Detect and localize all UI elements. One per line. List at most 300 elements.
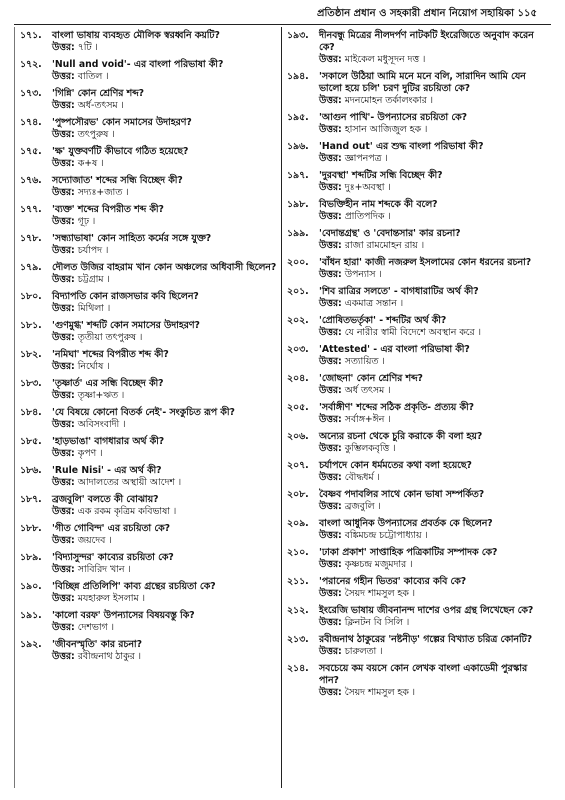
question-text: 'প্রোষিতভর্তৃকা' - শব্দটির অর্থ কী?: [319, 315, 447, 326]
question-number: ১৯৩.: [287, 30, 309, 41]
answer: [20, 129, 282, 141]
answer-label: উত্তর:: [52, 651, 75, 662]
question-number: ১৭৮.: [20, 233, 42, 244]
question-text: চর্যাপদে কোন ধর্মমতের কথা বলা হয়েছে?: [319, 460, 472, 471]
book-title: প্রতিষ্ঠান প্রধান ও সহকারী প্রধান নিয়োগ সহায়িকা: [316, 8, 515, 19]
question-number: ১৭৬.: [20, 175, 42, 186]
qa-item: [287, 460, 549, 484]
answer-text: একমাত্র সন্তান ।: [344, 298, 404, 309]
question-number: ২১২.: [287, 605, 309, 616]
question-text: 'যে বিষয়ে কোনো বিতর্ক নেই'- সংকুচিত রূপ কী?: [52, 407, 235, 418]
answer: [287, 124, 549, 136]
answer-text: চারুলতা ।: [344, 646, 383, 657]
answer-text: বাতিল ।: [77, 71, 109, 82]
qa-item: [20, 349, 282, 373]
question-number: ১৭২.: [20, 59, 42, 70]
answer-text: ৭টি ।: [77, 42, 98, 53]
question-text: 'ব্যক্ত' শব্দের বিপরীত শব্দ কী?: [52, 204, 164, 215]
answer: [20, 419, 282, 431]
question-text: 'শিব রাত্রির সলতে' - বাগধারাটির অর্থ কী?: [319, 286, 479, 297]
question-number: ১৮২.: [20, 349, 42, 360]
answer-label: উত্তর:: [319, 687, 342, 698]
answer: [287, 414, 549, 426]
answer: [287, 472, 549, 484]
qa-item: [287, 30, 549, 66]
answer-label: উত্তর:: [319, 559, 342, 570]
answer-text: কৃপণ ।: [77, 448, 103, 459]
answer: [20, 593, 282, 605]
question-text: 'গিন্নি' কোন শ্রেণির শব্দ?: [52, 88, 144, 99]
question: [287, 634, 549, 646]
answer: [287, 298, 549, 310]
question-text: 'গুণমুগ্ধ' শব্দটি কোন সমাসের উদাহরণ?: [52, 320, 200, 331]
qa-item: [287, 518, 549, 542]
answer: [287, 327, 549, 339]
question: [287, 576, 549, 588]
answer-label: উত্তর:: [52, 100, 75, 111]
answer-text: যে নারীর স্বামী বিদেশে অবস্থান করে ।: [344, 327, 481, 338]
question-text: 'ঢাকা প্রকাশ' সাপ্তাহিক পত্রিকাটির সম্পাদক কে?: [319, 547, 498, 558]
question: [20, 291, 282, 303]
question-text: বিভক্তিহীন নাম শব্দকে কী বলে?: [319, 199, 438, 210]
qa-item: [287, 257, 549, 281]
question: [20, 639, 282, 651]
qa-item: [287, 141, 549, 165]
question-number: ২০৯.: [287, 518, 309, 529]
answer-label: উত্তর:: [319, 646, 342, 657]
question: [287, 286, 549, 298]
question: [20, 262, 282, 274]
qa-item: [287, 547, 549, 571]
qa-item: [287, 634, 549, 658]
answer-text: অবিসংবাদী ।: [77, 419, 126, 430]
question-text: 'Null and void'- এর বাংলা পরিভাষা কী?: [52, 59, 224, 70]
question-text: সবচেয়ে কম বয়সে কোন লেখক বাংলা একাডেমী পুরস্কার পান?: [319, 663, 528, 686]
answer-text: তৎপুরুষ ।: [77, 129, 115, 140]
answer-text: বঙ্কিমচন্দ্র চট্টোপাধ্যায় ।: [344, 530, 428, 541]
answer-label: উত্তর:: [319, 356, 342, 367]
answer-label: উত্তর:: [52, 448, 75, 459]
question-number: ১৯৮.: [287, 199, 309, 210]
question-number: ১৭৭.: [20, 204, 42, 215]
question-number: ২০৪.: [287, 373, 309, 384]
question: [20, 465, 282, 477]
answer-label: উত্তর:: [52, 332, 75, 343]
question: [287, 315, 549, 327]
answer-label: উত্তর:: [52, 506, 75, 517]
question: [20, 407, 282, 419]
question: [20, 175, 282, 187]
answer-label: উত্তর:: [52, 593, 75, 604]
answer: [20, 42, 282, 54]
qa-item: [20, 465, 282, 489]
answer-label: উত্তর:: [319, 211, 342, 222]
answer-text: নির্ঘোষ ।: [77, 361, 110, 372]
qa-item: [20, 581, 282, 605]
qa-item: [20, 523, 282, 547]
question: [287, 71, 549, 95]
qa-item: [287, 431, 549, 455]
answer-text: অর্ধ-তৎসম ।: [77, 100, 124, 111]
answer: [287, 646, 549, 658]
answer-text: রাজা রামমোহন রায় ।: [344, 240, 425, 251]
qa-item: [20, 378, 282, 402]
answer-text: কৃষ্ণচন্দ্র মজুমদার ।: [344, 559, 413, 570]
question: [20, 204, 282, 216]
question: [287, 257, 549, 269]
answer-text: বৌদ্ধধর্ম ।: [344, 472, 380, 483]
question-number: ১৮৭.: [20, 494, 42, 505]
question-text: 'পুষ্পসৌরভ' কোন সমাসের উদাহরণ?: [52, 117, 192, 128]
answer: [20, 100, 282, 112]
qa-item: [20, 262, 282, 286]
answer-text: অর্ধ তৎসম ।: [344, 385, 391, 396]
qa-item: [287, 71, 549, 107]
answer-text: দেশভাগ ।: [77, 622, 114, 633]
question: [287, 141, 549, 153]
question-text: ইংরেজি ভাষায় জীবনানন্দ দাশের ওপর গ্রন্থ লিখেছেন কে?: [319, 605, 534, 616]
answer-text: আদালতের অস্থায়ী আদেশ ।: [77, 477, 182, 488]
answer: [20, 651, 282, 663]
answer-text: তৃতীয়া তৎপুরুষ ।: [77, 332, 143, 343]
question: [20, 378, 282, 390]
answer-label: উত্তর:: [52, 622, 75, 633]
question-text: বাংলা ভাষায় ব্যবহৃত মৌলিক স্বরধ্বনি কয়টি?: [52, 30, 220, 41]
answer-text: এক রকম কৃত্রিম কবিভাষা ।: [77, 506, 177, 517]
answer-label: উত্তর:: [319, 472, 342, 483]
answer-text: রবীন্দ্রনাথ ঠাকুর ।: [77, 651, 141, 662]
answer: [287, 269, 549, 281]
header-divider: [14, 24, 551, 25]
left-margin-rule: [14, 27, 15, 788]
question-text: 'সকালে উঠিয়া আমি মনে মনে বলি, সারাদিন আমি যেন ভালো হয়ে চলি' চরণ দুটির রচয়িতা কে?: [319, 71, 526, 94]
question-text: 'দুরবস্থা' শব্দটির সন্ধি বিচ্ছেদ কী?: [319, 170, 443, 181]
answer-label: উত্তর:: [52, 71, 75, 82]
question-text: দৌলত উজির বাহরাম খান কোন অঞ্চলের অধিবাসী ছিলেন?: [52, 262, 277, 273]
answer-text: সদ্যঃ+জাত ।: [77, 187, 129, 198]
question: [287, 199, 549, 211]
answer: [287, 559, 549, 571]
question: [287, 228, 549, 240]
qa-item: [287, 605, 549, 629]
answer-label: উত্তর:: [52, 245, 75, 256]
question-number: ১৯০.: [20, 581, 42, 592]
question: [287, 605, 549, 617]
answer-text: সত্যায়িত ।: [344, 356, 385, 367]
answer: [20, 216, 282, 228]
question-text: 'হাড়ভাঙা' বাগধারার অর্থ কী?: [52, 436, 165, 447]
question-number: ২০৭.: [287, 460, 309, 471]
question-number: ১৭৫.: [20, 146, 42, 157]
question: [20, 494, 282, 506]
answer-label: উত্তর:: [52, 42, 75, 53]
question: [287, 30, 549, 54]
question: [20, 59, 282, 71]
qa-item: [287, 286, 549, 310]
question-number: ১৯৬.: [287, 141, 309, 152]
qa-item: [20, 436, 282, 460]
qa-item: [287, 373, 549, 397]
question-text: 'ক্ষ' যুক্তবর্ণটি কীভাবে গঠিত হয়েছে?: [52, 146, 189, 157]
question-number: ১৯৭.: [287, 170, 309, 181]
answer-label: উত্তর:: [319, 240, 342, 251]
answer: [287, 54, 549, 66]
qa-item: [20, 494, 282, 518]
question-text: 'সর্বাঙ্গীণ' শব্দের সঠিক প্রকৃতি- প্রত্যয় কী?: [319, 402, 475, 413]
answer: [287, 153, 549, 165]
answer-text: চট্টগ্রাম ।: [77, 274, 110, 285]
question: [20, 30, 282, 42]
answer: [20, 622, 282, 634]
question: [287, 518, 549, 530]
question-text: বিদ্যাপতি কোন রাজসভার কবি ছিলেন?: [52, 291, 199, 302]
question-text: সদ্যোজাত' শব্দের সন্ধি বিচ্ছেদ কী?: [52, 175, 183, 186]
question-number: ১৭১.: [20, 30, 42, 41]
answer-label: উত্তর:: [319, 588, 342, 599]
answer: [20, 535, 282, 547]
question-text: ব্রজবুলি' বলতে কী বোঝায়?: [52, 494, 159, 505]
answer-label: উত্তর:: [319, 414, 342, 425]
question-number: ১৯৯.: [287, 228, 309, 239]
question-number: ২১০.: [287, 547, 309, 558]
answer: [20, 71, 282, 83]
answer-text: ব্রজবুলি ।: [344, 501, 381, 512]
answer-text: তৃষ্ণা+ঋত ।: [77, 390, 125, 401]
answer: [287, 211, 549, 223]
question-text: 'বাঁধন হারা' কাজী নজরুল ইসলামের কোন ধরনের রচনা?: [319, 257, 532, 268]
answer-label: উত্তর:: [319, 298, 342, 309]
question-text: 'তৃষ্ণার্ত' এর সন্ধি বিচ্ছেদ কী?: [52, 378, 164, 389]
answer-label: উত্তর:: [52, 477, 75, 488]
qa-item: [20, 639, 282, 663]
question: [287, 344, 549, 356]
question: [287, 402, 549, 414]
answer-label: উত্তর:: [319, 385, 342, 396]
answer-label: উত্তর:: [319, 501, 342, 512]
question-text: দীনবন্ধু মিত্রের নীলদর্পণ নাটকটি ইংরেজিতে অনুবাদ করেন কে?: [319, 30, 534, 53]
answer-text: মদনমোহন তর্কালংকার ।: [344, 95, 434, 106]
question-number: ২০৬.: [287, 431, 309, 442]
qa-item: [287, 315, 549, 339]
answer-text: গূঢ় ।: [77, 216, 96, 227]
answer-label: উত্তর:: [319, 443, 342, 454]
answer: [287, 617, 549, 629]
question: [287, 373, 549, 385]
question-number: ২১৩.: [287, 634, 309, 645]
answer-text: সর্বাঙ্গ+ঈন ।: [344, 414, 391, 425]
answer-label: উত্তর:: [52, 129, 75, 140]
answer: [20, 506, 282, 518]
answer-label: উত্তর:: [319, 182, 342, 193]
question-number: ২০০.: [287, 257, 309, 268]
answer-text: মাইকেল মধুসূদন দত্ত ।: [344, 54, 426, 65]
qa-item: [20, 175, 282, 199]
answer-text: জ্ঞাপনপত্র ।: [344, 153, 388, 164]
answer: [287, 687, 549, 699]
qa-item: [20, 204, 282, 228]
question: [287, 663, 549, 687]
answer-text: উপন্যাস ।: [344, 269, 382, 280]
answer-label: উত্তর:: [319, 153, 342, 164]
question: [287, 547, 549, 559]
answer: [287, 356, 549, 368]
answer-label: উত্তর:: [52, 390, 75, 401]
qa-item: [20, 407, 282, 431]
question-number: ১৯৫.: [287, 112, 309, 123]
answer: [287, 501, 549, 513]
qa-item: [20, 233, 282, 257]
answer: [287, 385, 549, 397]
answer: [287, 240, 549, 252]
qa-item: [20, 117, 282, 141]
question-number: ১৮৬.: [20, 465, 42, 476]
question: [20, 610, 282, 622]
answer-text: সৈয়দ শামসুল হক ।: [344, 588, 416, 599]
question: [20, 117, 282, 129]
answer-label: উত্তর:: [52, 274, 75, 285]
question-text: 'গীত গোবিন্দ' এর রচয়িতা কে?: [52, 523, 171, 534]
question: [20, 436, 282, 448]
answer-label: উত্তর:: [319, 530, 342, 541]
question: [20, 146, 282, 158]
question-number: ১৭৪.: [20, 117, 42, 128]
question-text: বাংলা আধুনিক উপন্যাসের প্রবর্তক কে ছিলেন?: [319, 518, 493, 529]
question-number: ১৮০.: [20, 291, 42, 302]
question-text: 'বিচ্ছিন্ন প্রতিলিপি' কাব্য গ্রন্থের রচয়িতা কে?: [52, 581, 216, 592]
question-text: 'সন্ধ্যাভাষা' কোন সাহিত্য কর্মের সঙ্গে যুক্ত?: [52, 233, 212, 244]
answer: [20, 448, 282, 460]
answer-label: উত্তর:: [52, 564, 75, 575]
answer-label: উত্তর:: [52, 361, 75, 372]
qa-item: [20, 88, 282, 112]
answer-text: প্রাতিপদিক ।: [344, 211, 391, 222]
question: [287, 170, 549, 182]
question-text: 'জোছনা' কোন শ্রেণির শব্দ?: [319, 373, 423, 384]
right-question-column: [287, 30, 549, 704]
question-number: ২০৫.: [287, 402, 309, 413]
qa-item: [287, 199, 549, 223]
answer-text: সৈয়দ শামসুল হক ।: [344, 687, 416, 698]
answer-label: উত্তর:: [319, 617, 342, 628]
answer-text: ক্লিনটন বি সিলি ।: [344, 617, 410, 628]
question: [20, 349, 282, 361]
question-text: 'Hand out' এর শুদ্ধ বাংলা পরিভাষা কী?: [319, 141, 484, 152]
question-number: ১৭৯.: [20, 262, 42, 273]
question-text: 'Attested' - এর বাংলা পরিভাষা কী?: [319, 344, 470, 355]
question-number: ২১১.: [287, 576, 309, 587]
qa-item: [20, 59, 282, 83]
question: [20, 88, 282, 100]
question: [20, 320, 282, 332]
answer-label: উত্তর:: [52, 158, 75, 169]
question-text: রবীন্দ্রনাথ ঠাকুরের 'নষ্টনীড়' গল্পের বিখ্যাত চরিত্র কোনটি?: [319, 634, 533, 645]
answer: [20, 564, 282, 576]
answer-text: মিথিলা ।: [77, 303, 111, 314]
question-number: ১৯৪.: [287, 71, 309, 82]
answer-label: উত্তর:: [52, 419, 75, 430]
question-number: ১৮১.: [20, 320, 42, 331]
qa-item: [287, 344, 549, 368]
qa-item: [287, 576, 549, 600]
answer: [20, 187, 282, 199]
answer-label: উত্তর:: [319, 95, 342, 106]
answer: [20, 274, 282, 286]
answer-text: কুম্ভিলকবৃত্তি ।: [344, 443, 396, 454]
answer-label: উত্তর:: [52, 535, 75, 546]
answer-label: উত্তর:: [52, 303, 75, 314]
question-text: অন্যের রচনা থেকে চুরি করাকে কী বলা হয়?: [319, 431, 483, 442]
question-number: ২০৮.: [287, 489, 309, 500]
question-number: ২০২.: [287, 315, 309, 326]
question: [20, 581, 282, 593]
answer-label: উত্তর:: [319, 269, 342, 280]
qa-item: [20, 30, 282, 54]
question-text: বৈষ্ণব পদাবলির সাথে কোন ভাষা সম্পর্কিত?: [319, 489, 485, 500]
question: [20, 523, 282, 535]
qa-item: [287, 170, 549, 194]
page-number: ১১৫: [517, 8, 537, 19]
answer: [287, 182, 549, 194]
question-number: ১৮৫.: [20, 436, 42, 447]
left-question-column: [20, 30, 282, 668]
answer: [20, 477, 282, 489]
answer: [20, 245, 282, 257]
answer-text: হাসান আজিজুল হক ।: [344, 124, 428, 135]
qa-item: [287, 489, 549, 513]
question-number: ১৭৩.: [20, 88, 42, 99]
answer: [287, 588, 549, 600]
answer-label: উত্তর:: [319, 54, 342, 65]
question: [20, 233, 282, 245]
qa-item: [20, 146, 282, 170]
qa-item: [20, 320, 282, 344]
question: [287, 112, 549, 124]
answer: [20, 332, 282, 344]
answer-text: চর্যাপদ ।: [77, 245, 109, 256]
qa-item: [287, 112, 549, 136]
qa-item: [20, 552, 282, 576]
question-number: ১৮৪.: [20, 407, 42, 418]
question-number: ১৮৮.: [20, 523, 42, 534]
question-number: ১৯২.: [20, 639, 42, 650]
question-number: ১৯১.: [20, 610, 42, 621]
answer: [287, 530, 549, 542]
answer: [20, 390, 282, 402]
question-text: 'বিদ্যাসুন্দর' কাব্যের রচয়িতা কে?: [52, 552, 174, 563]
question: [287, 431, 549, 443]
question-text: 'কালো বরফ' উপন্যাসের বিষয়বস্তু কি?: [52, 610, 195, 621]
answer: [287, 443, 549, 455]
question: [20, 552, 282, 564]
qa-item: [20, 291, 282, 315]
answer-text: জয়দেব ।: [77, 535, 112, 546]
question-number: ২০১.: [287, 286, 309, 297]
answer-label: উত্তর:: [52, 216, 75, 227]
answer: [20, 303, 282, 315]
question-text: 'বেদান্তগ্রন্থ' ও 'বেদান্তসার' কার রচনা?: [319, 228, 461, 239]
answer-text: সাবিরিদ খান ।: [77, 564, 131, 575]
qa-item: [20, 610, 282, 634]
answer: [20, 361, 282, 373]
question-number: ২১৪.: [287, 663, 309, 674]
question-number: ১৮৯.: [20, 552, 42, 563]
answer-text: মযহারুল ইসলাম ।: [77, 593, 145, 604]
answer-label: উত্তর:: [319, 124, 342, 135]
answer: [287, 95, 549, 107]
question-text: 'নমিঘা' শব্দের বিপরীত শব্দ কী?: [52, 349, 169, 360]
qa-item: [287, 228, 549, 252]
qa-item: [287, 663, 549, 699]
